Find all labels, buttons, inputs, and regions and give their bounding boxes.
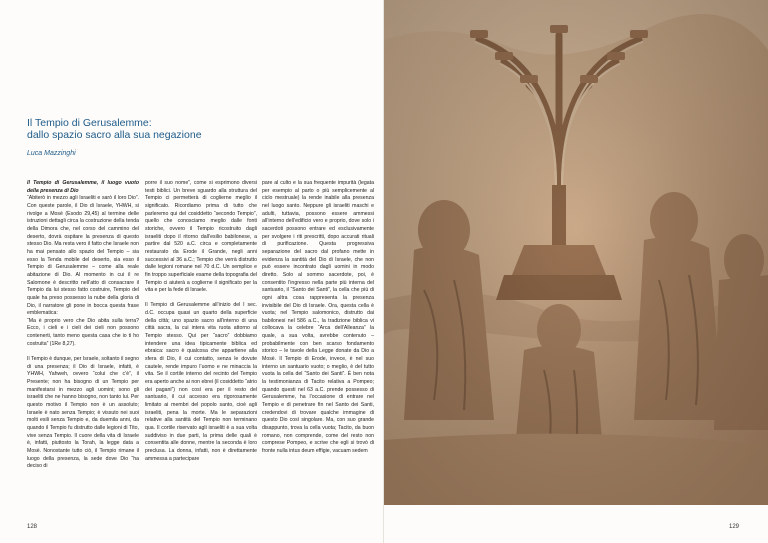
- title-line-2: dallo spazio sacro alla sua negazione: [27, 129, 202, 141]
- paragraph: Il Tempio è dunque, per Israele, soltanto il segno di una presenza; il Dio di Israele, infatti, è YHWH, Yahweh, ovvero “colui che c’è”, il Presente; non ha bisogno di un Tempio per manifestarsi in mezzo agli uomini; sono gli israeliti che ne hanno bisogno, non tanto lui. Per questo motivo il Tempio non è un assoluto; Israele è nato senza Tempio; è vissuto nei suoi molti esili senza Tempio e, da duemila anni, da quando il Tempio fu distrutto dalle legioni di Tito, vive senza Tempio. Il cuore della vita di Israele è, infatti, piuttosto la Torah, la legge data a Mosè. Nonostante tutto ciò, il Tempio rimane il luogo della presenza, la sede dove Dio “ha deciso di: [27, 356, 139, 470]
- relief-image: [384, 0, 768, 505]
- quote-paragraph: “Ma è proprio vero che Dio abita sulla terra? Ecco, i cieli e i cieli dei cieli non possono contenerti, tanto meno questa casa che io ti ho costruita” (1Re 8,27).: [27, 317, 139, 347]
- text-column-1: [27, 180, 139, 479]
- paragraph: porre il suo nome”, come si esprimono diversi testi biblici. Un breve sguardo alla struttura del Tempio ci permetterà di coglierne meglio il significato. Ricordiamo prima di tutto che parleremo qui del cosiddetto “secondo Tempio”, quello che conosciamo meglio dalle fonti storiche, ovvero il Tempio ricostruito dagli israeliti dopo il ritorno dall’esilio babilonese, a partire dal 520 a.C. circa e completamente restaurato da Erode il Grande, negli anni successivi al 36 a.C.; Tempio che verrà distrutto dalle legioni romane nel 70 d.C. Un semplice e fin troppo superficiale esame della topografia del Tempio ci aiuterà a coglierne il significato per la vita e per la fede di Israele.: [145, 180, 257, 294]
- menorah-relief-photo: [384, 0, 768, 505]
- text-column-2: [145, 180, 257, 471]
- paragraph: [27, 180, 139, 195]
- text-column-3: [262, 180, 374, 463]
- section-heading: Il Tempio di Gerusalemme, il luogo vuoto della presenza di Dio: [27, 180, 139, 194]
- title-line-1: Il Tempio di Gerusalemme:: [27, 117, 152, 129]
- paragraph: pare al culto e la sua frequente impurità (legata per esempio al parto o più semplicemente al ciclo mestruale) la rende inabile alla presenza nel luogo santo. Neppure gli israeliti maschi e adulti, tuttavia, possono essere ammessi all’interno dell’edificio vero e proprio, dove solo i sacerdoti possono entrare ed esclusivamente per svolgere i riti prescritti, dopo accurati rituali di purificazione. Questa progressiva separazione del sacro dal profano mette in evidenza la santità del Dio di Israele, che non può essere incontrato dagli uomini in modo diretto. Solo al sommo sacerdote, poi, è consentito l’ingresso nella parte più interna del santuario, il “Santo dei Santi”, la cella che più di ogni altra cosa rappresenta la presenza invisibile del Dio di Israele. Ora, questa cella è vuota; nel Tempio salomonico, distrutto dai babilonesi nel 586 a.C., la tradizione biblica vi collocava la celebre “Arca dell’Alleanza” la quale, a sua volta, avrebbe contenuto – probabilmente con ben scarso fondamento storico – le tavole della Legge donate da Dio a Mosè. Il Tempio di Erode, invece, è nel suo interno un santuario vuoto; o meglio, è del tutto vuota la cella del “Santo dei Santi”. È ben nota la testimonianza di Tacito relativa a Pompeo; quando questi nel 63 a.C. prende possesso di Gerusalemme, ha l’occasione di entrare nel Tempio e di penetrare fin nel Santo dei Santi, credendovi di trovare qualche immagine di questo Dio così singolare. Ma, con suo grande disappunto, trova la cella vuota; Tacito, da buon romano, non comprende, come del resto non comprese Pompeo, e scrive che egli si trovò di fronte nulla intus deum effigie, vacuam sedem: [262, 180, 374, 454]
- page-number-right: 129: [729, 524, 740, 530]
- paragraph: Il Tempio di Gerusalemme all’inizio del I sec. d.C. occupa quasi un quarto della superficie della città; uno spazio sacro all’interno di una città sacra, la cui intera vita ruota attorno al Tempio stesso. Qui per “sacro” dobbiamo intendere una idea tipicamente biblica ed ebraica: sacro è qualcosa che appartiene alla sfera di Dio, il cui contatto, senza le dovute cautele, rende impuro l’uomo e ne minaccia la vita. Se il cortile interno del recinto del Tempio era aperto anche ai non ebrei (il cosiddetto “atrio dei pagani”) non così era per il resto del santuario, il cui accesso era rigorosamente limitato ai membri del popolo santo, cioè agli israeliti, pena la morte. Ma le separazioni relative alla santità del Tempio non terminano qua. Il cortile riservato agli israeliti è a sua volta suddiviso in due parti, la prima delle quali è consentita alle donne, mentre la seconda è loro preclusa. La donna, infatti, non è direttamente ammessa a partecipare: [145, 302, 257, 462]
- paragraph: “Abiterò in mezzo agli Israeliti e sarò il loro Dio”. Con queste parole, il Dio di Israele, YHWH, si rivolge a Mosè (Esodo 29,45) al termine delle istruzioni dettagli circa la costruzione della tenda della Dimora che, nel corso del cammino del deserto, dovrà ospitare la presenza di questo stesso Dio. Ma resta vero il fatto che Israele non ha mai pensato allo spazio del Tempio – sia esso la Tenda mobile del deserto, sia esso il Tempio di Gerusalemme – come alla reale abitazione di Dio. Al momento in cui il re Salomone è descritto nell’atto di consacrare il Tempio da lui stesso fatto costruire, Tempio del quale ha preso possesso la nube della gloria di Dio, il narratore gli pone in bocca questa frase emblematica:: [27, 195, 139, 317]
- author-name: Luca Mazzinghi: [27, 150, 76, 157]
- page-number-left: 128: [27, 524, 38, 530]
- article-title: [27, 117, 357, 141]
